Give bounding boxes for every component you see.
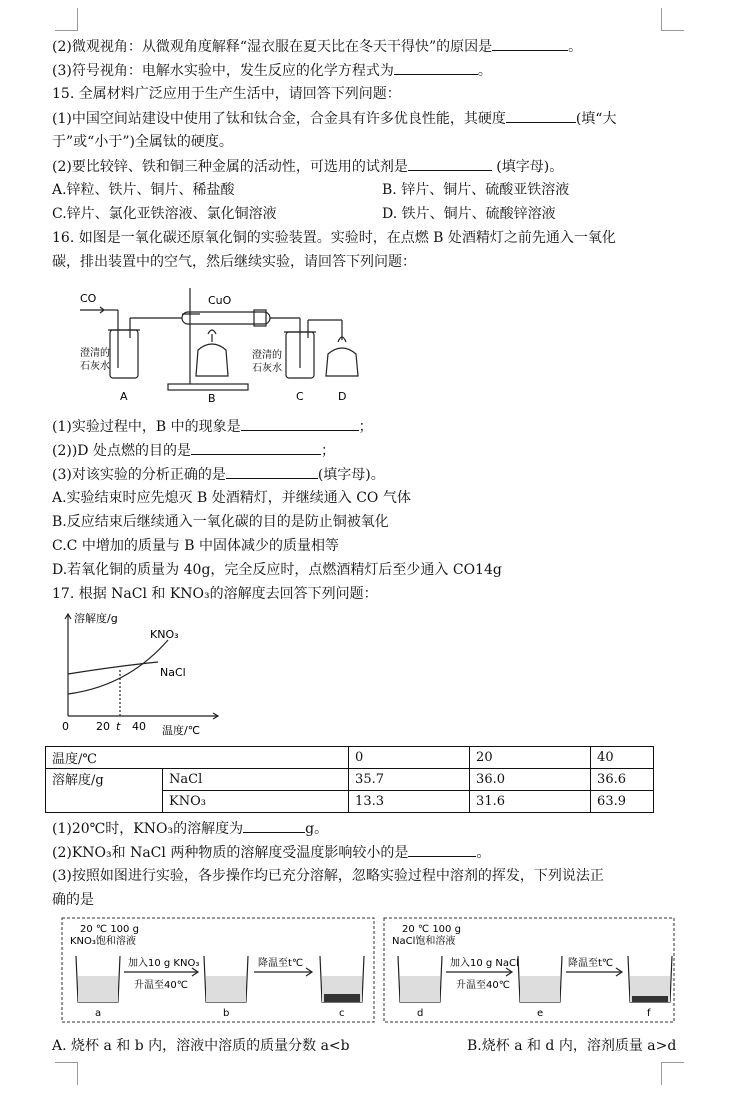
table-cell: 31.6 xyxy=(470,791,591,813)
crop-mark xyxy=(661,1062,684,1085)
option-b: B. 锌片、铜片、硫酸亚铁溶液 xyxy=(382,182,570,198)
label-c: C xyxy=(296,390,304,403)
solubility-table xyxy=(45,746,654,813)
table-cell: 温度/℃ xyxy=(46,747,349,769)
answer-blank[interactable] xyxy=(408,842,476,857)
option-row xyxy=(52,1036,692,1056)
table-cell: 溶解度/g xyxy=(46,769,163,813)
question-line: (1)实验过程中，B 中的现象是 ； xyxy=(52,416,373,437)
option-c: C.C 中增加的质量与 B 中固体减少的质量相等 xyxy=(52,538,340,554)
label-b: B xyxy=(208,392,216,405)
option-b: B.烧杯 a 和 d 内，溶剂质量 a>d xyxy=(467,1038,677,1054)
limewater-label: 石灰水 xyxy=(80,361,110,372)
table-cell: 36.0 xyxy=(470,769,591,791)
solubility-graph xyxy=(58,606,228,742)
limewater-label: 澄清的 xyxy=(252,350,282,361)
answer-blank[interactable] xyxy=(394,60,478,75)
option-a: A. 烧杯 a 和 b 内，溶液中溶质的质量分数 a<b xyxy=(52,1038,350,1054)
tick-label: 20 xyxy=(96,720,110,733)
kno3-label: KNO₃ xyxy=(150,628,179,641)
beaker-title: NaCl饱和溶液 xyxy=(392,936,456,947)
co-reduction-apparatus xyxy=(72,280,402,410)
crop-mark xyxy=(55,8,78,31)
table-cell: KNO₃ xyxy=(163,791,349,813)
question-line: (2)微观视角：从微观角度解释“湿衣服在夏天比在冬天干得快”的原因是 。 xyxy=(52,36,582,57)
table-cell: 0 xyxy=(349,747,470,769)
question-17: 17. 根据 NaCl 和 KNO₃的溶解度去回答下列问题： xyxy=(52,586,378,602)
beaker-title: KNO₃饱和溶液 xyxy=(70,936,136,947)
label-d: D xyxy=(338,390,347,403)
step-label: 降温至t℃ xyxy=(258,958,304,969)
beaker-label: b xyxy=(223,1008,230,1019)
crop-mark xyxy=(55,1062,78,1085)
question-line: (1)中国空间站建设中使用了钛和钛合金，合金具有许多优良性能，其硬度 (填“大 xyxy=(52,108,616,129)
question-line: 确的是 xyxy=(52,892,94,908)
table-cell: 20 xyxy=(470,747,591,769)
step-label: 加入10 g NaCl xyxy=(450,958,519,969)
question-line: (2)要比较锌、铁和铜三种金属的活动性，可选用的试剂是 (填字母)。 xyxy=(52,156,563,177)
question-line: 于”或“小于”)全属钛的硬度。 xyxy=(52,134,233,150)
label-a: A xyxy=(120,390,128,403)
answer-blank[interactable] xyxy=(492,36,568,51)
table-cell: 63.9 xyxy=(591,791,654,813)
question-line: (3)符号视角：电解水实验中，发生反应的化学方程式为 。 xyxy=(52,60,492,81)
answer-blank[interactable] xyxy=(243,818,305,833)
tick-label: t xyxy=(116,720,121,733)
option-b: B.反应结束后继续通入一氧化碳的目的是防止铜被氧化 xyxy=(52,514,389,530)
question-line: 碳，排出装置中的空气，然后继续实验，请回答下列问题： xyxy=(52,254,416,270)
question-line: (3)按照如图进行实验，各步操作均已充分溶解，忽略实验过程中溶剂的挥发，下列说法正 xyxy=(52,868,604,884)
limewater-label: 澄清的 xyxy=(80,348,110,359)
question-line: (2)KNO₃和 NaCl 两种物质的溶解度受温度影响较小的是 。 xyxy=(52,842,490,863)
table-cell: NaCl xyxy=(163,769,349,791)
x-axis-label: 温度/℃ xyxy=(162,724,201,737)
question-line: (3)对该实验的分析正确的是 (填字母)。 xyxy=(52,464,385,485)
option-d: D. 铁片、铜片、硫酸锌溶液 xyxy=(382,206,556,222)
question-16: 16. 如图是一氧化碳还原氧化铜的实验装置。实验时，在点燃 B 处酒精灯之前先通入一氧化 xyxy=(52,230,616,246)
beaker-label: c xyxy=(339,1008,345,1019)
limewater-label: 石灰水 xyxy=(252,363,282,374)
beaker-title: 20 ℃ 100 g xyxy=(80,924,139,935)
option-a: A.实验结束时应先熄灭 B 处酒精灯，并继续通入 CO 气体 xyxy=(52,490,411,506)
beaker-title: 20 ℃ 100 g xyxy=(402,924,461,935)
answer-blank[interactable] xyxy=(191,440,321,455)
option-row xyxy=(52,204,672,224)
table-cell: 35.7 xyxy=(349,769,470,791)
table-cell: 13.3 xyxy=(349,791,470,813)
step-label: 升温至40℃ xyxy=(456,980,510,991)
beaker-label: e xyxy=(537,1008,544,1019)
answer-blank[interactable] xyxy=(408,156,492,171)
beaker-label: f xyxy=(647,1008,651,1019)
table-row xyxy=(46,769,654,791)
crop-mark xyxy=(661,8,684,31)
step-label: 降温至t℃ xyxy=(568,958,614,969)
question-line: (1)20℃时，KNO₃的溶解度为 g。 xyxy=(52,818,328,839)
answer-blank[interactable] xyxy=(241,416,359,431)
nacl-curve xyxy=(68,662,158,674)
cuo-label: CuO xyxy=(208,294,232,307)
step-label: 加入10 g KNO₃ xyxy=(128,958,200,969)
option-a: A.锌粒、铁片、铜片、稀盐酸 xyxy=(52,182,235,198)
option-c: C.锌片、氯化亚铁溶液、氯化铜溶液 xyxy=(52,206,277,222)
question-15: 15. 全属材料广泛应用于生产生活中，请回答下列问题： xyxy=(52,86,401,102)
question-line: (2))D 处点燃的目的是 ； xyxy=(52,440,335,461)
y-axis-label: 溶解度/g xyxy=(74,612,118,625)
tick-label: 40 xyxy=(132,720,146,733)
table-row xyxy=(46,747,654,769)
answer-blank[interactable] xyxy=(226,464,318,479)
answer-blank[interactable] xyxy=(506,108,576,123)
table-cell: 40 xyxy=(591,747,654,769)
table-cell: 36.6 xyxy=(591,769,654,791)
option-row xyxy=(52,180,672,200)
option-d: D.若氧化铜的质量为 40g，完全反应时，点燃酒精灯后至少通入 CO14g xyxy=(52,562,502,578)
beaker-label: a xyxy=(95,1008,102,1019)
beaker-label: d xyxy=(417,1008,424,1019)
beaker-experiment xyxy=(58,914,678,1026)
tick-label: 0 xyxy=(62,720,69,733)
nacl-label: NaCl xyxy=(160,666,186,679)
co-label: CO xyxy=(80,292,97,305)
step-label: 升温至40℃ xyxy=(134,980,188,991)
